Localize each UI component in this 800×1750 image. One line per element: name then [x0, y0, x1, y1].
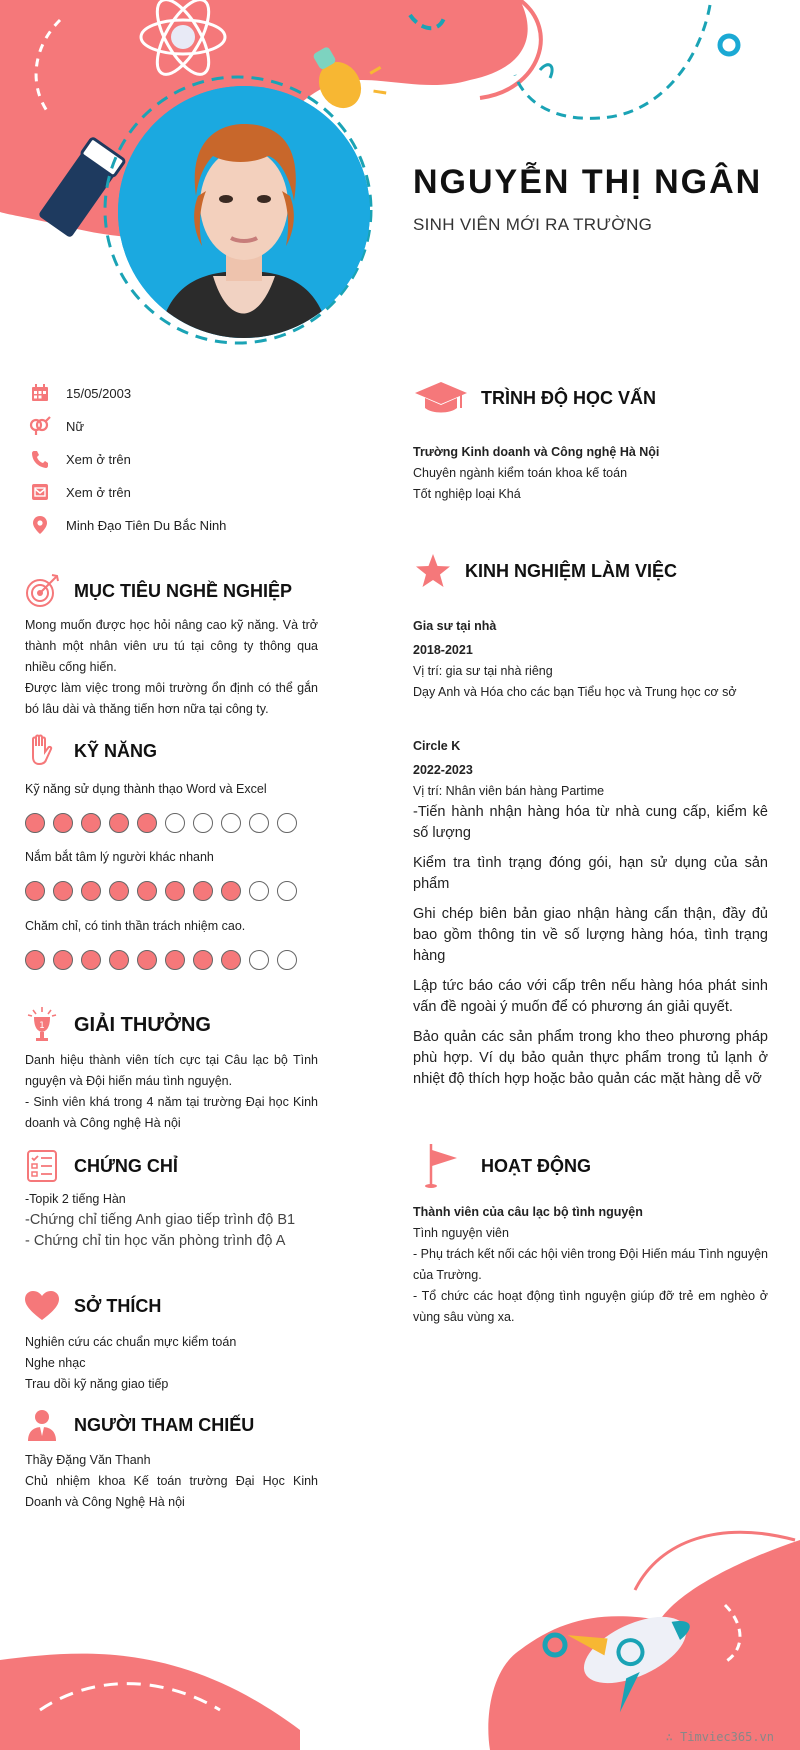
objective-text: [25, 615, 318, 720]
rating-dot-empty: [277, 950, 297, 970]
rating-dot-filled: [109, 881, 129, 901]
reference-name: Thầy Đặng Văn Thanh: [25, 1453, 151, 1467]
activities-title: HOẠT ĐỘNG: [481, 1155, 591, 1176]
certificate-line: -Topik 2 tiếng Hàn: [25, 1192, 126, 1206]
phone-icon: [28, 448, 52, 470]
rating-dot-filled: [53, 881, 73, 901]
experience-header: [413, 551, 677, 591]
rating-dot-filled: [193, 881, 213, 901]
location-icon: [28, 514, 52, 536]
graduation-cap-icon: [413, 378, 469, 418]
activity-desc: - Tổ chức các hoạt động tình nguyện giúp đỡ trẻ em nghèo ở vùng sâu vùng xa.: [413, 1289, 768, 1324]
hand-icon: [22, 731, 62, 771]
awards-title: GIẢI THƯỞNG: [74, 1013, 211, 1036]
hobbies-header: [22, 1286, 161, 1326]
rating-dot-filled: [53, 813, 73, 833]
info-email: [28, 481, 131, 503]
info-phone: [28, 448, 131, 470]
activities-header: [413, 1146, 591, 1186]
activity-role: Tình nguyện viên: [413, 1226, 509, 1240]
certificates-header: [22, 1146, 178, 1186]
rating-dot-empty: [165, 813, 185, 833]
rating-dot-filled: [53, 950, 73, 970]
star-icon: [413, 551, 453, 591]
skill-label: Kỹ năng sử dụng thành thạo Word và Excel: [25, 782, 267, 796]
rating-dot-filled: [81, 881, 101, 901]
education-grade: Tốt nghiệp loại Khá: [413, 487, 521, 501]
job-duty: Ghi chép biên bản giao nhận hàng cẩn thận, đầy đủ bao gồm thông tin về số lượng hàng hóa, tình trạng hàng: [413, 906, 768, 964]
rating-dot-empty: [249, 813, 269, 833]
education-header: [413, 378, 656, 418]
rating-dot-filled: [25, 813, 45, 833]
skills-header: [22, 731, 157, 771]
flag-icon: [413, 1146, 469, 1186]
job-company: Gia sư tại nhà: [413, 619, 497, 633]
rating-dot-filled: [137, 881, 157, 901]
objective-title: MỤC TIÊU NGHỀ NGHIỆP: [74, 580, 293, 601]
skill-rating: [25, 950, 297, 970]
objective-header: [22, 571, 292, 611]
activities-details: [413, 1202, 768, 1328]
heart-icon: [22, 1286, 62, 1326]
rating-dot-filled: [221, 881, 241, 901]
job-duty: Bảo quản các sản phẩm trong kho theo phương pháp phù hợp. Ví dụ bảo quản thực phẩm trong tủ lạnh ở nhiệt độ thích hợp hoặc bảo quản các mặt hàng dễ vỡ: [413, 1029, 768, 1087]
watermark: ∴ Timviec365.vn: [665, 1730, 774, 1744]
email-text: Xem ở trên: [66, 484, 131, 500]
certificate-line: -Chứng chỉ tiếng Anh giao tiếp trình độ B1: [25, 1212, 296, 1228]
references-title: NGƯỜI THAM CHIẾU: [74, 1414, 255, 1435]
awards-p2: - Sinh viên khá trong 4 năm tại trường Đại học Kinh doanh và Công nghệ Hà nội: [25, 1095, 318, 1130]
experience-job: [413, 736, 768, 1090]
reference-desc: Chủ nhiệm khoa Kế toán trường Đại Học Kinh Doanh và Công Nghệ Hà nội: [25, 1474, 318, 1509]
rating-dot-filled: [165, 881, 185, 901]
education-major: Chuyên ngành kiểm toán khoa kế toán: [413, 466, 628, 480]
rating-dot-filled: [137, 950, 157, 970]
awards-text: [25, 1050, 318, 1134]
experience-title: KINH NGHIỆM LÀM VIỆC: [465, 560, 678, 581]
awards-header: [22, 1005, 211, 1045]
rating-dot-empty: [193, 813, 213, 833]
hobbies-title: SỞ THÍCH: [74, 1295, 162, 1316]
job-duty: Lập tức báo cáo với cấp trên nếu hàng hóa phát sinh vấn đề ngoài ý muốn để có phương án giải quyết.: [413, 978, 768, 1015]
calendar-icon: [28, 382, 52, 404]
job-period: 2022-2023: [413, 763, 473, 777]
rating-dot-filled: [25, 881, 45, 901]
skills-title: KỸ NĂNG: [74, 740, 158, 761]
rating-dot-filled: [165, 950, 185, 970]
candidate-name: NGUYỄN THỊ NGÂN: [413, 163, 763, 201]
trophy-icon: [22, 1005, 62, 1045]
references-header: [22, 1405, 254, 1445]
certificates-title: CHỨNG CHỈ: [74, 1155, 178, 1176]
skill-label: Chăm chỉ, có tinh thần trách nhiệm cao.: [25, 919, 246, 933]
job-company: Circle K: [413, 739, 461, 753]
info-location: [28, 514, 226, 536]
skill-label: Nắm bắt tâm lý người khác nhanh: [25, 850, 214, 864]
info-gender: [28, 415, 84, 437]
job-desc: Dạy Anh và Hóa cho các bạn Tiểu học và Trung học cơ sở: [413, 685, 737, 699]
rating-dot-filled: [193, 950, 213, 970]
education-title: TRÌNH ĐỘ HỌC VẤN: [481, 387, 656, 408]
job-period: 2018-2021: [413, 643, 473, 657]
checklist-icon: [22, 1146, 62, 1186]
rating-dot-filled: [81, 813, 101, 833]
info-birthdate: [28, 382, 131, 404]
person-icon: [22, 1405, 62, 1445]
phone-text: Xem ở trên: [66, 451, 131, 467]
email-icon: [28, 481, 52, 503]
activity-org: Thành viên của câu lạc bộ tình nguyện: [413, 1205, 643, 1219]
rating-dot-empty: [221, 813, 241, 833]
rating-dot-empty: [277, 813, 297, 833]
location-text: Minh Đạo Tiên Du Bắc Ninh: [66, 517, 227, 533]
rating-dot-filled: [137, 813, 157, 833]
education-details: [413, 442, 768, 505]
school-name: Trường Kinh doanh và Công nghệ Hà Nội: [413, 445, 660, 459]
certificates-text: [25, 1189, 320, 1252]
candidate-subtitle: SINH VIÊN MỚI RA TRƯỜNG: [413, 215, 653, 234]
hobby-item: Trau dồi kỹ năng giao tiếp: [25, 1377, 169, 1391]
svg-text:1: 1: [39, 1021, 45, 1031]
references-text: [25, 1450, 318, 1513]
awards-p1: Danh hiệu thành viên tích cực tại Câu lạc bộ Tình nguyện và Đội hiến máu tình nguyện.: [25, 1053, 318, 1088]
skill-rating: [25, 881, 297, 901]
job-duty: Kiểm tra tình trạng đóng gói, hạn sử dụng của sản phẩm: [413, 855, 768, 892]
skill-rating: [25, 813, 297, 833]
activity-desc: - Phụ trách kết nối các hội viên trong Đội Hiến máu Tình nguyện của Trường.: [413, 1247, 768, 1282]
objective-p1: Mong muốn được học hỏi nâng cao kỹ năng. Và trở thành một nhân viên ưu tú tại công ty thông qua nhiều cống hiến.: [25, 618, 318, 674]
rating-dot-empty: [277, 881, 297, 901]
target-icon: [22, 571, 62, 611]
job-position: Vị trí: Nhân viên bán hàng Partime: [413, 784, 605, 798]
hobby-item: Nghe nhạc: [25, 1356, 86, 1370]
rating-dot-filled: [81, 950, 101, 970]
rating-dot-filled: [25, 950, 45, 970]
rating-dot-empty: [249, 950, 269, 970]
job-position: Vị trí: gia sư tại nhà riêng: [413, 664, 553, 678]
hobbies-list: [25, 1332, 320, 1395]
objective-p2: Được làm việc trong môi trường ổn định có thể gắn bó lâu dài và thăng tiến hơn nữa tại công ty.: [25, 681, 318, 716]
gender-text: Nữ: [66, 418, 85, 434]
rating-dot-filled: [221, 950, 241, 970]
job-duty: -Tiến hành nhận hàng hóa từ nhà cung cấp, kiểm kê số lượng: [413, 804, 768, 841]
rating-dot-empty: [249, 881, 269, 901]
rating-dot-filled: [109, 813, 129, 833]
rating-dot-filled: [109, 950, 129, 970]
experience-job: [413, 616, 768, 703]
hobby-item: Nghiên cứu các chuẩn mực kiểm toán: [25, 1335, 237, 1349]
gender-icon: [28, 415, 52, 437]
certificate-line: - Chứng chỉ tin học văn phòng trình độ A: [25, 1233, 286, 1249]
birthdate-text: 15/05/2003: [66, 385, 132, 401]
avatar: [118, 86, 370, 338]
